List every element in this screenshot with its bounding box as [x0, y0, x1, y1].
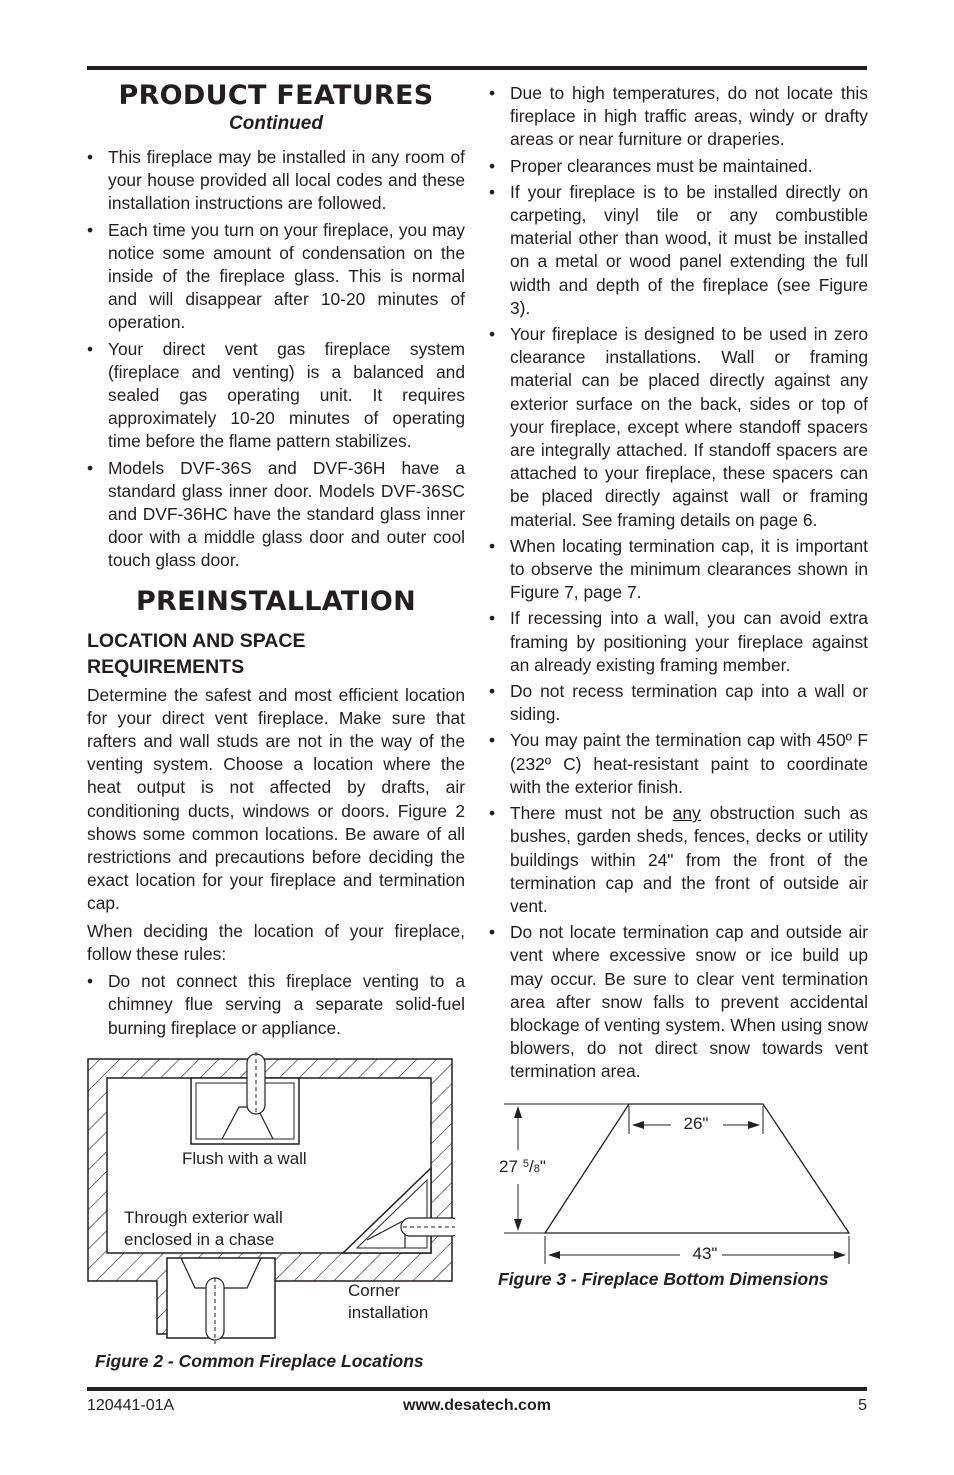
section-subtitle: Continued [229, 113, 323, 134]
left-column [87, 80, 465, 1043]
label-corner-1: Corner [348, 1281, 400, 1300]
rules-list-right [489, 82, 868, 1084]
list-item-obstruction: • There must not be any obstruction such as bushes, garden sheds, fences, decks or utility buildings within 24" from the front of the termination cap and the front of outside air vent. [489, 802, 868, 918]
bottom-rule [87, 1387, 867, 1391]
list-item: • Proper clearances must be maintained. [489, 155, 868, 178]
list-item: • Do not locate termination cap and outside air vent where excessive snow or ice build up may occur. Be sure to clear vent termination area after snow falls to prevent accidental blockage of venting system. When using snow blowers, do not direct snow towards vent termination area. [489, 921, 868, 1083]
doc-number: 120441-01A [87, 1397, 175, 1414]
subheading-location: LOCATION AND SPACE REQUIREMENTS [87, 629, 306, 678]
list-item: • This fireplace may be installed in any room of your house provided all local codes and these installation instructions are followed. [87, 146, 465, 216]
figure-2-diagram [87, 1052, 455, 1344]
page-number: 5 [858, 1397, 867, 1414]
dim-depth-label: 27 $^5$/8" [499, 1157, 546, 1176]
rules-list-left [87, 970, 465, 1040]
list-item: • If recessing into a wall, you can avoid extra framing by positioning your fireplace against an already existing framing member. [489, 607, 868, 677]
figure-3-caption: Figure 3 - Fireplace Bottom Dimensions [498, 1269, 829, 1289]
list-item: • Each time you turn on your fireplace, you may notice some amount of condensation on the inside of the fireplace glass. This is normal and will disappear after 10-20 minutes of operation. [87, 219, 465, 335]
label-corner-2: installation [348, 1303, 429, 1322]
paragraph-location: Determine the safest and most efficient location for your direct vent fireplace. Make sure that rafters and wall studs are not in the way of the venting system. Choose a location where the heat output is not affected by drafts, air conditioning ducts, windows or doors. Figure 2 shows some common locations. Be aware of all restrictions and precautions before deciding the exact location for your fireplace and termination cap. [87, 684, 465, 914]
dim-bottom-label: 43" [692, 1244, 718, 1263]
list-item: • Due to high temperatures, do not locate this fireplace in high traffic areas, windy or drafty areas or near furniture or draperies. [489, 82, 868, 152]
website-link[interactable]: www.desatech.com [403, 1397, 551, 1414]
dim-top-label: 26" [683, 1114, 709, 1133]
list-item: • If your fireplace is to be installed directly on carpeting, vinyl tile or any combustible material other than wood, it must be installed on a metal or wood panel extending the full width and depth of the fireplace (see Figure 3). [489, 181, 868, 320]
top-rule [87, 66, 867, 70]
emphasis-any: any [672, 803, 701, 824]
list-item: • When locating termination cap, it is important to observe the minimum clearances shown in Figure 7, page 7. [489, 535, 868, 605]
list-item: • Your direct vent gas fireplace system (fireplace and venting) is a balanced and sealed gas operating unit. It requires approximately 10-20 minutes of operating time before the flame pattern stabilizes. [87, 338, 465, 454]
right-column [489, 82, 868, 1087]
list-item: • Models DVF-36S and DVF-36H have a standard glass inner door. Models DVF-36SC and DVF-36HC have the standard glass inner door with a middle glass door and outer cool touch glass door. [87, 457, 465, 573]
list-item: • You may paint the termination cap with 450º F (232º C) heat-resistant paint to coordinate with the exterior finish. [489, 729, 868, 799]
list-item: • Do not recess termination cap into a wall or siding. [489, 680, 868, 726]
product-features-list [87, 146, 465, 573]
chase-fireplace [167, 1258, 275, 1344]
figure-2-caption: Figure 2 - Common Fireplace Locations [95, 1351, 424, 1371]
section-title-preinstallation: PREINSTALLATION [135, 585, 417, 617]
section-title-product-features: PRODUCT FEATURES [118, 80, 434, 111]
list-item: • Your fireplace is designed to be used in zero clearance installations. Wall or framing material can be placed directly against any exterior surface on the back, sides or top of your fireplace, except where standoff spacers are integrally attached. If standoff spacers are attached to your fireplace, these spacers can be placed directly against wall or framing material. See framing details on page 6. [489, 323, 868, 532]
label-flush: Flush with a wall [182, 1149, 307, 1168]
paragraph-rules-intro: When deciding the location of your fireplace, follow these rules: [87, 920, 465, 964]
list-item: • Do not connect this fireplace venting to a chimney flue serving a separate solid-fuel burning fireplace or appliance. [87, 970, 465, 1040]
label-chase-1: Through exterior wall [124, 1208, 283, 1227]
label-chase-2: enclosed in a chase [124, 1230, 275, 1249]
figure-3-diagram [496, 1098, 858, 1264]
